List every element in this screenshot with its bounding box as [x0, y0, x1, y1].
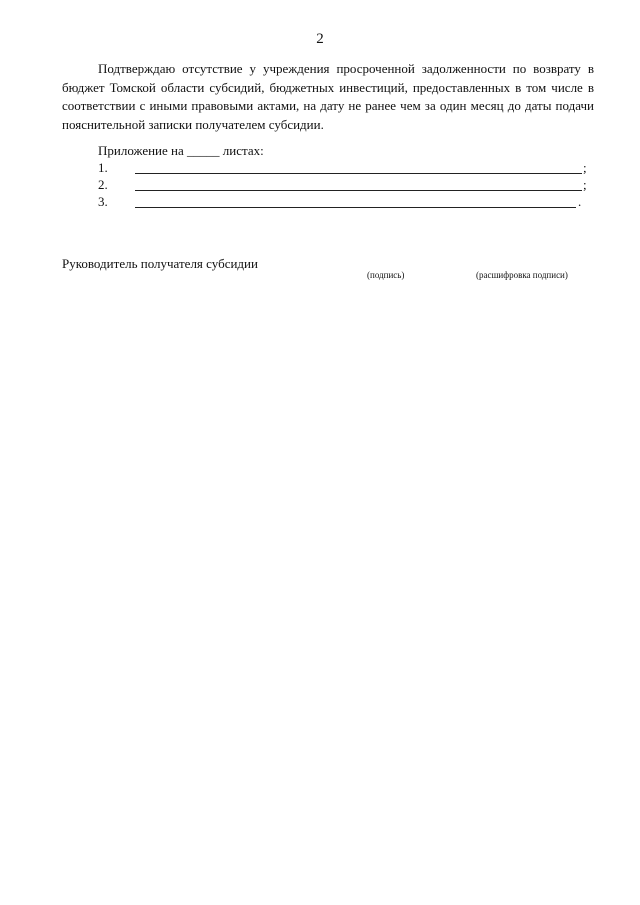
confirmation-paragraph: Подтверждаю отсутствие у учреждения просроченной задолженности по возврату в бюджет Томской области субсидий, бюджетных инвестиций, предоставленных в том числе в соответствии с иными правовыми актами, на дату не ранее чем за один месяц до даты подачи пояснительной записки получателем субсидии. [62, 61, 594, 132]
page-number: 2 [316, 31, 324, 47]
appendix-item [98, 160, 598, 177]
appendix-suffix: листах: [222, 143, 264, 158]
appendix-sheets-blank: _____ [187, 143, 220, 158]
appendix-item-number: 1. [98, 160, 108, 175]
appendix-item-number: 2. [98, 177, 108, 192]
appendix-item-line [135, 173, 582, 174]
signature-caption: (подпись) [367, 270, 405, 280]
appendix-item [98, 177, 598, 194]
appendix-item-number: 3. [98, 194, 108, 209]
appendix-item-end: ; [583, 177, 587, 192]
signature-decryption-caption: (расшифровка подписи) [476, 270, 568, 280]
appendix-item-line [135, 207, 576, 208]
signer-title: Руководитель получателя субсидии [62, 256, 258, 271]
appendix-heading [98, 143, 264, 159]
appendix-item-end: ; [583, 160, 587, 175]
appendix-item-end: . [578, 194, 582, 209]
appendix-item [98, 194, 598, 211]
appendix-prefix: Приложение на [98, 143, 184, 158]
appendix-item-line [135, 190, 582, 191]
